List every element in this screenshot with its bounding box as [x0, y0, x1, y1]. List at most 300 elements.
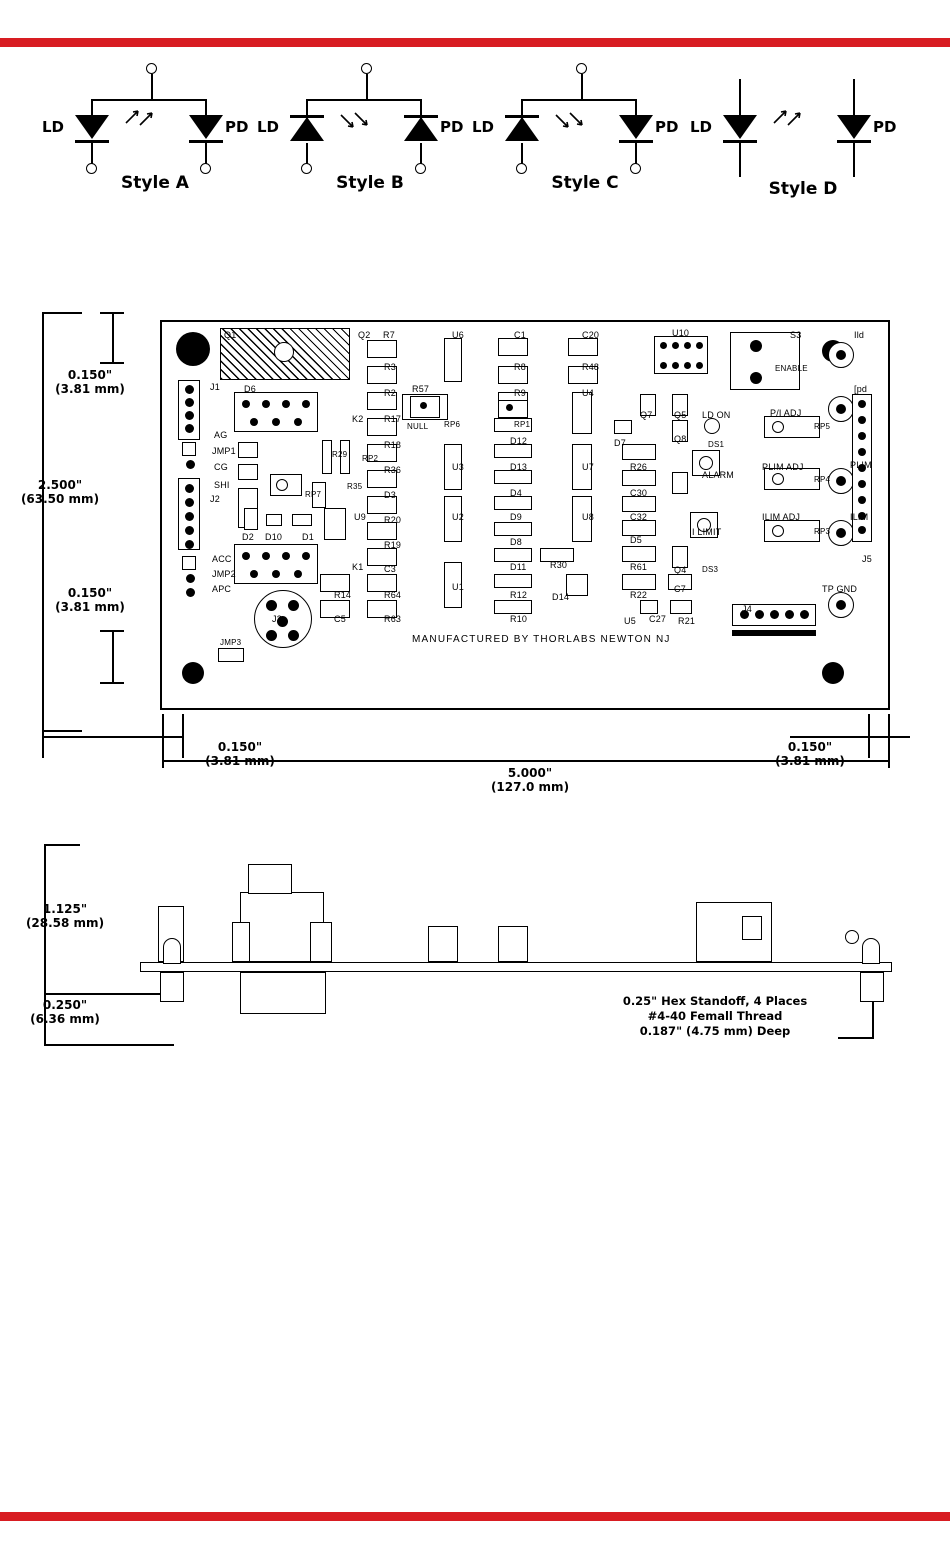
silkscreen-label: RP5: [814, 422, 831, 431]
j4-edge: [732, 630, 816, 636]
k1-pin-2: [262, 552, 270, 560]
node-top-a: [146, 63, 157, 74]
ic-u6: [444, 338, 462, 382]
testpoint-ipd-center: [836, 404, 846, 414]
dim-edge-top-in: 0.150": [67, 368, 113, 382]
j2-pin-1: [185, 484, 194, 493]
node-top-c: [576, 63, 587, 74]
testpoint-ilim-center: [836, 528, 846, 538]
led-ds1: [704, 418, 720, 434]
sv-standoff-left: [160, 972, 184, 1002]
ld-bar-b: [290, 115, 324, 118]
res-r10: [494, 600, 532, 614]
silkscreen-label: K1: [352, 562, 364, 572]
testpoint-gnd-center: [836, 600, 846, 610]
mount-pad-bottom-right: [822, 662, 844, 684]
silkscreen-label: C30: [630, 488, 648, 498]
wire-rb-d: [853, 143, 855, 177]
pot-rp1: [498, 400, 528, 418]
silkscreen-label: S3: [790, 330, 802, 340]
dim-edge-top-line: [112, 312, 114, 362]
j1-pin-1: [185, 385, 194, 394]
pin-style-c: [470, 55, 700, 205]
silkscreen-label: RP2: [362, 454, 379, 463]
standoff-note-line3: 0.187" (4.75 mm) Deep: [639, 1024, 791, 1038]
dim-edge-right-in: 0.150": [787, 740, 833, 754]
s3-pin-1: [750, 340, 762, 352]
silkscreen-label: D2: [242, 532, 254, 542]
sv-standoff-right: [860, 972, 884, 1002]
silkscreen-label: R2: [384, 388, 396, 398]
wire-rb-a: [205, 143, 207, 165]
silkscreen-label: SHI: [214, 480, 230, 490]
ld-diode-b: [290, 117, 324, 141]
switch-s3[interactable]: [730, 332, 800, 390]
silkscreen-label: D8: [510, 537, 522, 547]
s3-pin-2: [750, 372, 762, 384]
silkscreen-label: PLIM: [850, 460, 872, 470]
silkscreen-label: CG: [214, 462, 228, 472]
pin-style-b: [255, 55, 485, 205]
wire-top-b: [306, 99, 422, 101]
dim-height-tick-top: [42, 312, 82, 314]
cap-left-2: [238, 464, 258, 480]
dim-edge-top: [30, 368, 150, 396]
silkscreen-label: D5: [630, 535, 642, 545]
silkscreen-label: C1: [514, 330, 526, 340]
testpoint-plim-center: [836, 476, 846, 486]
silkscreen-label: Q2: [358, 330, 371, 340]
sv-connector-right-tab: [310, 922, 332, 962]
wire-lb-c: [521, 143, 523, 165]
pin-style-d: [688, 55, 918, 205]
sv-connector-top: [248, 864, 292, 894]
j2-pin-5: [185, 540, 194, 549]
mount-pad-top-left: [176, 332, 210, 366]
emission-arrows-d: [770, 109, 818, 129]
silkscreen-label: U8: [582, 512, 594, 522]
sv-note-leader-h: [838, 1037, 874, 1039]
dim-width: [440, 766, 620, 794]
silkscreen-label: R21: [678, 616, 696, 626]
silkscreen-label: D7: [614, 438, 626, 448]
pd-diode-d: [837, 115, 871, 139]
k1-pin-6: [272, 570, 280, 578]
j2-pin-4: [185, 526, 194, 535]
k1-pin-4: [302, 552, 310, 560]
sv-connector-left-tab: [232, 922, 250, 962]
emission-arrows-a: [122, 109, 170, 129]
sv-switch-actuator: [742, 916, 762, 940]
j5-pin-1: [858, 400, 866, 408]
rp3-adjust[interactable]: [772, 525, 784, 537]
jumper-jmp2: [182, 556, 196, 570]
j2-pin-2: [185, 498, 194, 507]
j5-pin-4: [858, 448, 866, 456]
dim-edge-left-mm: (3.81 mm): [205, 754, 275, 768]
silkscreen-label: R18: [384, 440, 402, 450]
silkscreen-label: RP7: [305, 490, 322, 499]
diode-d14: [566, 574, 588, 596]
silkscreen-label: J4: [742, 604, 752, 614]
wire-stem-c: [581, 74, 583, 100]
j1-pin-2: [185, 398, 194, 407]
k2-pin-7: [294, 418, 302, 426]
dim-right-edge-line: [790, 736, 910, 738]
silkscreen-label: TP GND: [822, 584, 858, 594]
dim-edge-right-mm: (3.81 mm): [775, 754, 845, 768]
wire-top-c: [521, 99, 637, 101]
sv-height-mm: (28.58 mm): [25, 916, 105, 930]
silkscreen-label: R63: [384, 614, 402, 624]
k1-pin-1: [242, 552, 250, 560]
silkscreen-label: U3: [452, 462, 464, 472]
u10-pin-8: [696, 362, 703, 369]
k1-pin-5: [250, 570, 258, 578]
silkscreen-label: R30: [550, 560, 568, 570]
node-top-b: [361, 63, 372, 74]
dim-edge-bot-tick1: [100, 630, 124, 632]
silkscreen-label: NULL: [407, 422, 429, 431]
transistor-q6: [672, 472, 688, 494]
sv-thick-mm: (6.36 mm): [30, 1012, 100, 1026]
ic-u4: [572, 392, 592, 434]
style-a-title: Style A: [121, 173, 189, 193]
silkscreen-label: JMP2: [212, 569, 236, 579]
sv-standoff-cap-right: [862, 938, 880, 964]
dim-height-mm: (63.50 mm): [20, 492, 100, 506]
silkscreen-label: APC: [212, 584, 232, 594]
k2-pin-3: [282, 400, 290, 408]
u10-pin-6: [672, 362, 679, 369]
silkscreen-label: ACC: [212, 554, 232, 564]
mount-pad-bottom-left: [182, 662, 204, 684]
silkscreen-label: C5: [334, 614, 346, 624]
silkscreen-label: R26: [630, 462, 648, 472]
cap-c27: [640, 600, 658, 614]
sv-component-mid-2: [498, 926, 528, 962]
silkscreen-label: R9: [514, 388, 526, 398]
silkscreen-label: D3: [384, 490, 396, 500]
jmp2-pin-1: [186, 574, 195, 583]
top-accent-rule: [0, 38, 950, 47]
res-r61: [622, 546, 656, 562]
silkscreen-label: D4: [510, 488, 522, 498]
heatsink-screw-hole: [274, 342, 294, 362]
silkscreen-label: J1: [210, 382, 220, 392]
silkscreen-label: ILIM: [850, 512, 869, 522]
bottom-accent-rule: [0, 1512, 950, 1521]
silkscreen-label: Q1: [224, 330, 237, 340]
pd-diode-a: [189, 115, 223, 139]
silkscreen-label: RP1: [514, 420, 531, 429]
silkscreen-label: RP6: [444, 420, 461, 429]
diode-d4: [494, 470, 532, 484]
standoff-note-line2: #4-40 Femall Thread: [647, 1009, 783, 1023]
jmp1-pin: [186, 460, 195, 469]
silkscreen-label: [pd: [854, 384, 868, 394]
sv-dim-height: [0, 902, 130, 930]
rp7-adjust: [276, 479, 288, 491]
sv-dim-height-tick-bot: [44, 993, 174, 995]
emission-arrows-b: [337, 109, 385, 129]
relay-k2: [234, 392, 318, 432]
silkscreen-label: C27: [649, 614, 667, 624]
j3-pin-2: [288, 600, 299, 611]
ld-label-b: LD: [257, 118, 280, 136]
j3-pin-1: [266, 600, 277, 611]
silkscreen-label: U6: [452, 330, 464, 340]
sv-dim-thickness: [0, 998, 130, 1026]
ld-label-c: LD: [472, 118, 495, 136]
style-b-title: Style B: [336, 173, 404, 193]
silkscreen-label: Q5: [674, 410, 687, 420]
u10-pin-7: [684, 362, 691, 369]
u10-pin-5: [660, 362, 667, 369]
wire-lb-d: [739, 143, 741, 177]
sv-dim-thick-tick: [44, 1044, 174, 1046]
k1-pin-7: [294, 570, 302, 578]
dim-height-in: 2.500": [37, 478, 83, 492]
wire-lb-b: [306, 143, 308, 165]
jmp2-pin-2: [186, 588, 195, 597]
silkscreen-label: DS3: [702, 565, 719, 574]
silkscreen-label: U5: [624, 616, 636, 626]
dim-height-tick-bot: [42, 730, 82, 732]
wire-rb-c: [635, 143, 637, 165]
standoff-note-line1: 0.25" Hex Standoff, 4 Places: [622, 994, 808, 1008]
sv-connector-underside: [240, 972, 326, 1014]
silkscreen-label: R19: [384, 540, 402, 550]
dim-width-tick-l: [162, 714, 164, 768]
res-r26: [622, 444, 656, 460]
res-r3: [367, 340, 397, 358]
ld-label-a: LD: [42, 118, 65, 136]
pin-style-a: [40, 55, 270, 205]
dim-edge-left: [170, 740, 310, 768]
manufacturer-text: MANUFACTURED BY THORLABS NEWTON NJ: [412, 634, 671, 645]
dim-edge-bottom-in: 0.150": [67, 586, 113, 600]
standoff-note: [590, 994, 840, 1039]
ld-bar-c: [505, 115, 539, 118]
style-d-title: Style D: [768, 179, 838, 199]
silkscreen-label: LD ON: [702, 410, 731, 420]
silkscreen-label: U7: [582, 462, 594, 472]
silkscreen-label: ILIM ADJ: [762, 512, 801, 522]
dim-left-edge-line: [42, 736, 182, 738]
silkscreen-label: K2: [352, 414, 364, 424]
k2-pin-5: [250, 418, 258, 426]
silkscreen-label: ENABLE: [775, 364, 808, 373]
silkscreen-label: RP4: [814, 475, 831, 484]
dim-edge-left-in: 0.150": [217, 740, 263, 754]
ld-diode-d: [723, 115, 757, 139]
dim-edge-top-tick2: [100, 362, 124, 364]
j4-pin-5: [800, 610, 809, 619]
wire-stem-b: [366, 74, 368, 100]
pd-label-a: PD: [225, 118, 249, 136]
led-ds2: [699, 456, 713, 470]
silkscreen-label: R17: [384, 414, 402, 424]
wire-rb-b: [420, 143, 422, 165]
silkscreen-label: R57: [412, 384, 430, 394]
pd-bar-b: [404, 115, 438, 118]
res-r12: [494, 574, 532, 588]
silkscreen-label: U10: [672, 328, 690, 338]
silkscreen-label: R61: [630, 562, 648, 572]
silkscreen-label: AG: [214, 430, 228, 440]
silkscreen-label: R64: [384, 590, 402, 600]
silkscreen-label: P/I ADJ: [770, 408, 802, 418]
emission-arrows-c: [552, 109, 600, 129]
silkscreen-label: ALARM: [702, 470, 735, 480]
silkscreen-label: R35: [347, 482, 363, 491]
diode-d8: [494, 522, 532, 536]
silkscreen-label: R48: [582, 362, 600, 372]
dim-edge-top-tick1: [100, 312, 124, 314]
silkscreen-label: J5: [862, 554, 872, 564]
pd-diode-c: [619, 115, 653, 139]
dim-edge-bottom: [30, 586, 150, 614]
board-top-view: [0, 290, 950, 810]
dim-edge-bot-tick2: [100, 682, 124, 684]
dim-left-edge-tick: [42, 730, 44, 758]
silkscreen-label: Q8: [674, 434, 687, 444]
rp4-adjust[interactable]: [772, 473, 784, 485]
wire-stem-a: [151, 74, 153, 100]
j1-pin-4: [185, 424, 194, 433]
sv-height-in: 1.125": [42, 902, 88, 916]
sv-testpoint: [845, 930, 859, 944]
dim-width-in: 5.000": [507, 766, 553, 780]
jumper-jmp1: [182, 442, 196, 456]
pcb-outline: [160, 320, 890, 710]
silkscreen-label: DS1: [708, 440, 725, 449]
diode-d5: [622, 520, 656, 536]
pd-diode-b: [404, 117, 438, 141]
silkscreen-label: R20: [384, 515, 402, 525]
diode-d1: [292, 514, 312, 526]
u10-pin-4: [696, 342, 703, 349]
silkscreen-label: C32: [630, 512, 648, 522]
pd-label-c: PD: [655, 118, 679, 136]
dim-edge-bottom-mm: (3.81 mm): [55, 600, 125, 614]
dim-edge-bot-line: [112, 630, 114, 682]
j5-pin-7: [858, 496, 866, 504]
silkscreen-label: R22: [630, 590, 648, 600]
silkscreen-label: J3: [272, 614, 282, 624]
silkscreen-label: R7: [383, 330, 395, 340]
u10-pin-2: [672, 342, 679, 349]
silkscreen-label: D13: [510, 462, 528, 472]
res-r21: [670, 600, 692, 614]
sv-note-leader-v: [872, 1002, 874, 1038]
diode-d2: [244, 508, 258, 530]
silkscreen-label: J2: [210, 494, 220, 504]
u10-pin-1: [660, 342, 667, 349]
silkscreen-label: D11: [510, 562, 527, 572]
diode-d7: [614, 420, 632, 434]
silkscreen-label: JMP3: [220, 638, 242, 647]
silkscreen-label: JMP1: [212, 446, 236, 456]
silkscreen-label: U9: [354, 512, 366, 522]
silkscreen-label: C20: [582, 330, 600, 340]
j5-pin-3: [858, 432, 866, 440]
diode-d13: [494, 444, 532, 458]
silkscreen-label: C7: [674, 584, 686, 594]
pin-style-symbols: [0, 55, 950, 205]
silkscreen-label: R3: [384, 362, 396, 372]
silkscreen-label: D10: [265, 532, 283, 542]
cap-c32: [622, 496, 656, 512]
cap-c20: [568, 338, 598, 356]
k2-pin-4: [302, 400, 310, 408]
diode-d11: [494, 548, 532, 562]
rp6-pin: [420, 402, 427, 409]
silkscreen-label: U4: [582, 388, 594, 398]
j4-pin-2: [755, 610, 764, 619]
silkscreen-label: C3: [384, 564, 396, 574]
board-side-view: [0, 830, 950, 1090]
j1-pin-3: [185, 411, 194, 420]
k2-pin-1: [242, 400, 250, 408]
silkscreen-label: Q7: [640, 410, 653, 420]
sv-pcb-plate: [140, 962, 892, 972]
j3-pin-4: [266, 630, 277, 641]
j2-pin-3: [185, 512, 194, 521]
cap-left-1: [238, 442, 258, 458]
silkscreen-label: R10: [510, 614, 528, 624]
cap-c1: [498, 338, 528, 356]
sv-dim-height-tick-top: [44, 844, 80, 846]
k1-pin-3: [282, 552, 290, 560]
ic-u9: [324, 508, 346, 540]
silkscreen-label: D14: [552, 592, 570, 602]
silkscreen-label: I LIMIT: [692, 527, 722, 537]
testpoint-ild-center: [836, 350, 846, 360]
j4-pin-3: [770, 610, 779, 619]
silkscreen-label: D9: [510, 512, 522, 522]
rp5-adjust[interactable]: [772, 421, 784, 433]
silkscreen-label: R8: [514, 362, 526, 372]
dim-edge-top-mm: (3.81 mm): [55, 382, 125, 396]
silkscreen-label: R12: [510, 590, 528, 600]
jumper-jmp3: [218, 648, 244, 662]
j5-pin-6: [858, 480, 866, 488]
spacer-q2: [358, 320, 362, 322]
diode-d10: [266, 514, 282, 526]
sv-standoff-cap-left: [163, 938, 181, 964]
silkscreen-label: U2: [452, 512, 464, 522]
j4-pin-4: [785, 610, 794, 619]
dim-width-mm: (127.0 mm): [490, 780, 570, 794]
style-c-title: Style C: [551, 173, 619, 193]
silkscreen-label: Q4: [674, 565, 687, 575]
silkscreen-label: R36: [384, 465, 402, 475]
ld-label-d: LD: [690, 118, 713, 136]
ld-diode-a: [75, 115, 109, 139]
res-r22: [622, 574, 656, 590]
wire-top-a: [91, 99, 207, 101]
u10-pin-3: [684, 342, 691, 349]
wire-lb-a: [91, 143, 93, 165]
sv-thick-in: 0.250": [42, 998, 88, 1012]
rp1-pin: [506, 404, 513, 411]
relay-k1: [234, 544, 318, 584]
res-r29: [322, 440, 332, 474]
dim-width-tick-r: [888, 714, 890, 768]
j3-pin-5: [288, 630, 299, 641]
